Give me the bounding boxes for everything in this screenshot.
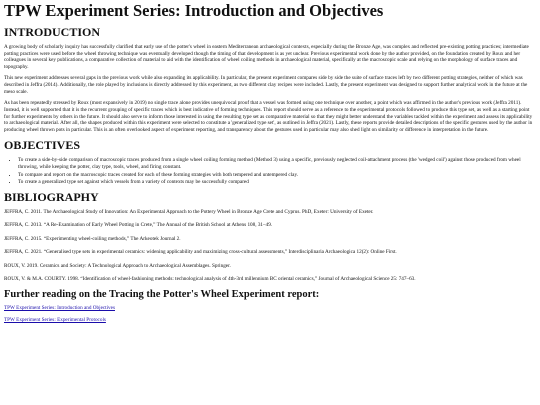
introduction-paragraph: As has been repeatedly stressed by Roux (most expansively in 2019) no single trace alone provides unequivocal proof that a vessel was formed using one technique over another, a point which was affirmed in the author's previous work (Jeffra 2011). Instead, it is well supported that it is the recurrent grouping of specific traces which is best indicative of forming techniques. This report should serve as a reference to the experimental protocols followed to produce this type set, as well as a starting point for further experiments by others in the future. It should also serve to inform those interested in using the resulting type set as comparative material so that they might better understand the variables tackled within the experiment and assess its applicability to archaeological material. After all, the shapes produced within this experiment were selected to constitute a 'generalized type set', as outlined in Jeffra (2021). Lastly, these reports provide detailed descriptions of the specific gestures used by the author in producing wheel thrown pots in particular. This is an often overlooked aspect of experiment reporting, and transparency about the gestures used in particular may also shed light on similarity or difference in interpretation in the future. (4, 99, 533, 134)
page-title: TPW Experiment Series: Introduction and Objectives (4, 1, 384, 20)
bibliography-entry: JEFFRA, C. 2013. “A Re-Examination of Early Wheel Potting in Crete,” The Annual of the British School at Athens 108, 31–49. (4, 222, 273, 229)
objectives-list (4, 157, 536, 186)
bibliography-entry: ROUX, V. & M.A. COURTY. 1998. “Identification of wheel-fashioning methods: technological analysis of 4th-3rd millennium BC oriental ceramics,” Journal of Archaeological Science 25: 747–63. (4, 275, 416, 282)
bibliography-entry: ROUX, V. 2019. Ceramics and Society: A Technological Approach to Archaeological Assemblages. Springer. (4, 262, 231, 269)
objective-item: • To create a side-by-side comparison of macroscopic traces produced from a single wheel coiling forming method (Method 3) using a specific, previously neglected coil-attachment process (the 'wedged coil') against those produced from wheel throwing, while keeping the potter, clay type, tools, wheel, and firing constant. (18, 157, 536, 171)
further-reading-section (4, 289, 536, 324)
further-reading-heading: Further reading on the Tracing the Potter's Wheel Experiment report: (4, 289, 320, 301)
further-reading-link-protocols[interactable]: TPW Experiment Series: Experimental Protocols (4, 317, 106, 324)
introduction-heading: INTRODUCTION (4, 24, 101, 39)
bibliography-section (4, 191, 536, 282)
bibliography-entry: JEFFRA, C. 2021. “Generalised type sets in experimental ceramics: widening applicability and maximizing cross-cultural assessments,” Interdisciplinaria Archaeologica 12(2): Online First. (4, 249, 397, 256)
introduction-paragraph: A growing body of scholarly inquiry has successfully clarified that early use of the potter's wheel in eastern Mediterranean archaeological contexts, especially during the Bronze Age, was complex and reflected pre-existing potting practices; intermediate potting practices were used before the wheel throwing technique was eventually developed though the timing of that development is as yet unclear. Previous experimental work done by the author provided, on the foundation created by Roux and her colleagues in several key publications, a comparative collection of material to aid with the identification of wheel coiling methods in archaeological material, specifically at the macroscopic scale and relying on the morphology of surface traces and topography. (4, 43, 529, 71)
objective-item: • To compare and report on the macroscopic traces created for each of these forming strategies with both tempered and untempered clay. (18, 172, 536, 179)
objective-item: • To create a generalized type set against which vessels from a variety of contexts may be successfully compared (18, 179, 536, 186)
introduction-section (4, 26, 536, 134)
bibliography-entry: JEFFRA, C. 2011. The Archaeological Study of Innovation: An Experimental Approach to the Pottery Wheel in Bronze Age Crete and Cyprus. PhD, Exeter: University of Exeter. (4, 209, 374, 216)
objectives-heading: OBJECTIVES (4, 138, 81, 153)
objectives-section (4, 139, 536, 186)
introduction-paragraph: This new experiment addresses several gaps in the previous work while also expanding its applicability. In particular, the present experiment compares side by side the suite of surface traces left by two different potting strategies, neither of which was described in Jeffra (2014). Additionally, the role played by inclusions is directly addressed by this experiment, as two different clay recipes were included. Lastly, the present experiment was designed to support further analytical work in the future at the meso scale. (4, 75, 528, 95)
further-reading-link-introduction[interactable]: TPW Experiment Series: Introduction and Objectives (4, 305, 115, 312)
bibliography-heading: BIBLIOGRAPHY (4, 190, 99, 205)
bibliography-entry: JEFFRA, C. 2015. “Experimenting wheel-coiling methods,” The Arkeotek Journal 2. (4, 235, 181, 242)
